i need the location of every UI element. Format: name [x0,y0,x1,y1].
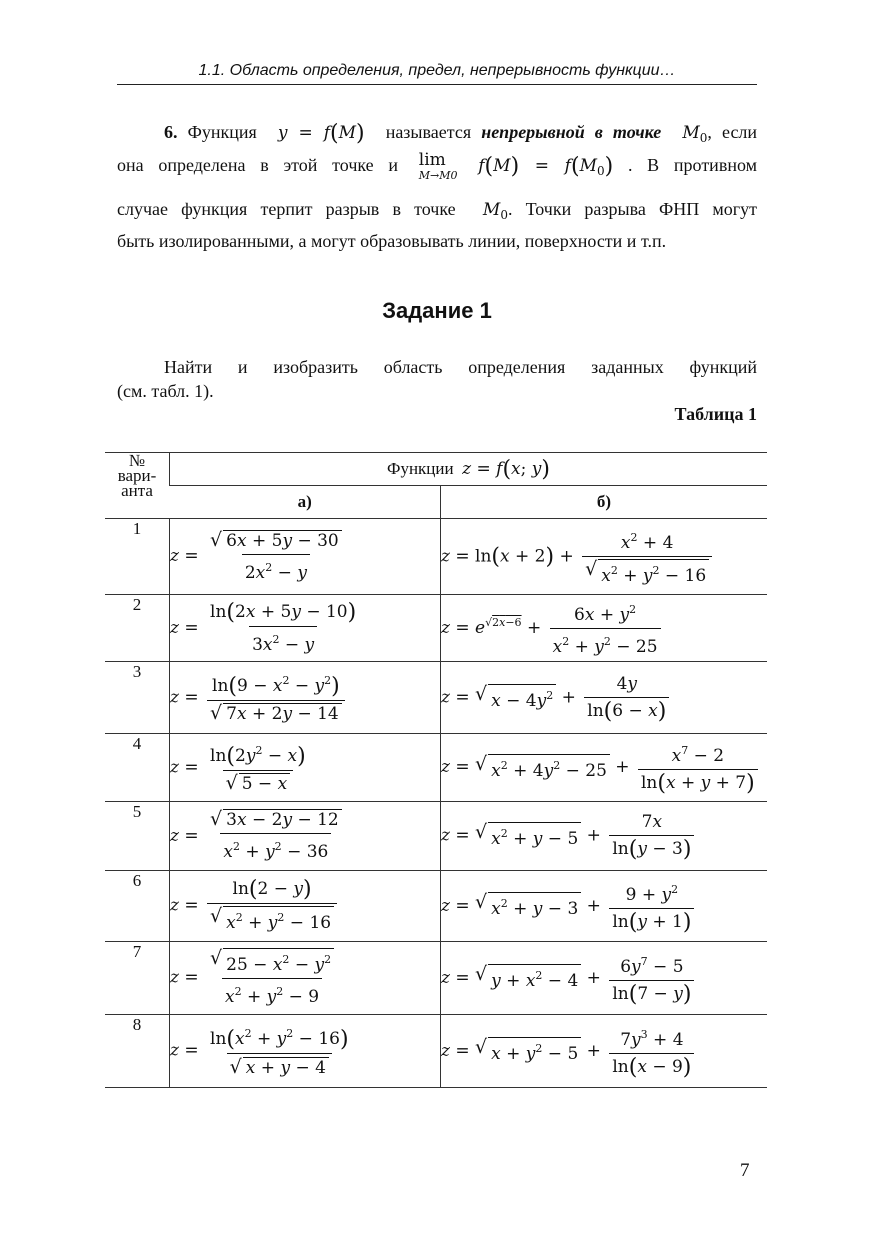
definition-line-3: случае функция терпит разрыв в точке $M_0$. Точки разрыва ФНП могут [117,199,758,222]
task-line-2: (см. табл. 1). [117,381,214,401]
function-a: z = $\ln(x^2 + y^2 - 16)$ √ x + y − 4 [170,1015,441,1088]
function-a: z = $\ln(9 - x^2 - y^2)$ √ 7x + 2y − 14 [170,662,441,734]
definition-emphasis: непрерывной в точке [481,122,662,142]
table-row [105,734,767,802]
task-title: Задание 1 [382,298,492,323]
table-row [105,942,767,1015]
variant-number: 4 [105,734,170,802]
table-row [105,802,767,871]
table-row [105,662,767,734]
function-b: z = √ $x + y^2 - 5$ + $\frac{7y^3 + 4}{\ln(x - 9)}$ [441,1015,768,1088]
function-b: z = ln(x + 2) + $x^2 + 4$ √ $x^2 + y^2 - 16$ [441,519,768,595]
function-b: z = √ $x - 4y^2$ + $\frac{4y}{\ln(6 - x)}$ [441,662,768,734]
definition-line-2: она определена в этой точке и lim M→M0 $f(M) = f(M_0)$ . В противном [117,150,757,182]
page-number: 7 [740,1160,750,1181]
column-a-header: а) [170,486,441,519]
limit-expression: $f(M) = f(M_0)$ [478,154,614,179]
running-header: 1.1. Область определения, предел, непрерывность функции… [117,58,757,85]
variant-number: 7 [105,942,170,1015]
function-a: z = $\frac{\ln(2x + 5y - 10)}{3x^2 - y}$ [170,595,441,662]
function-a: z = ln(2 − y) √ $x^2 + y^2 - 16$ [170,871,441,942]
function-a: z = $\ln(2y^2 - x)$ √ 5 − x [170,734,441,802]
formula-y-f-m: y = f(M) [277,121,365,146]
variant-number: 6 [105,871,170,942]
variant-number: 8 [105,1015,170,1088]
definition-line-1: 6. Функция y = f(M) называется непрерывной в точке $M_0$, если [164,121,758,146]
limit-symbol: lim M→M0 [418,150,458,182]
variant-number: 5 [105,802,170,871]
function-b: z = √ $x^2 + 4y^2 - 25$ + $\frac{x^7 - 2}{\ln(x + y + 7)}$ [441,734,768,802]
functions-header: Функции z = f(x; y) [170,453,768,486]
function-b: z = √ $y + x^2 - 4$ + $\frac{6y^7 - 5}{\ln(7 - y)}$ [441,942,768,1015]
table-caption: Таблица 1 [674,404,757,424]
variant-header: № вари- анта [105,453,170,519]
definition-line-4: быть изолированными, а могут образовывать линии, поверхности и т.п. [117,231,667,251]
function-b: z = √ $x^2 + y - 3$ + $\frac{9 + y^2}{\ln(y + 1)}$ [441,871,768,942]
function-b: z = √ $x^2 + y - 5$ + $\frac{7x}{\ln(y - 3)}$ [441,802,768,871]
function-a: z = √ $25 - x^2 - y^2$ $x^2 + y^2 - 9$ [170,942,441,1015]
variant-number: 3 [105,662,170,734]
column-b-header: б) [441,486,768,519]
table-row [105,519,767,595]
table-row [105,871,767,942]
variant-number: 2 [105,595,170,662]
functions-table [105,452,767,1088]
table-row [105,595,767,662]
definition-number: 6. [164,122,178,142]
header-formula: z = f(x; y) [462,456,550,482]
task-line-1: Найти и изобразить область определения заданных функций [164,357,757,377]
function-b: $z = e^{√2x-6}$ + $\frac{6x + y^2}{x^2 + y^2 - 25}$ [441,595,768,662]
table-row [105,1015,767,1088]
function-a: z = √ 6x + 5y − 30 $2x^2 - y$ [170,519,441,595]
variant-number: 1 [105,519,170,595]
function-a: z = √ 3x − 2y − 12 $x^2 + y^2 - 36$ [170,802,441,871]
